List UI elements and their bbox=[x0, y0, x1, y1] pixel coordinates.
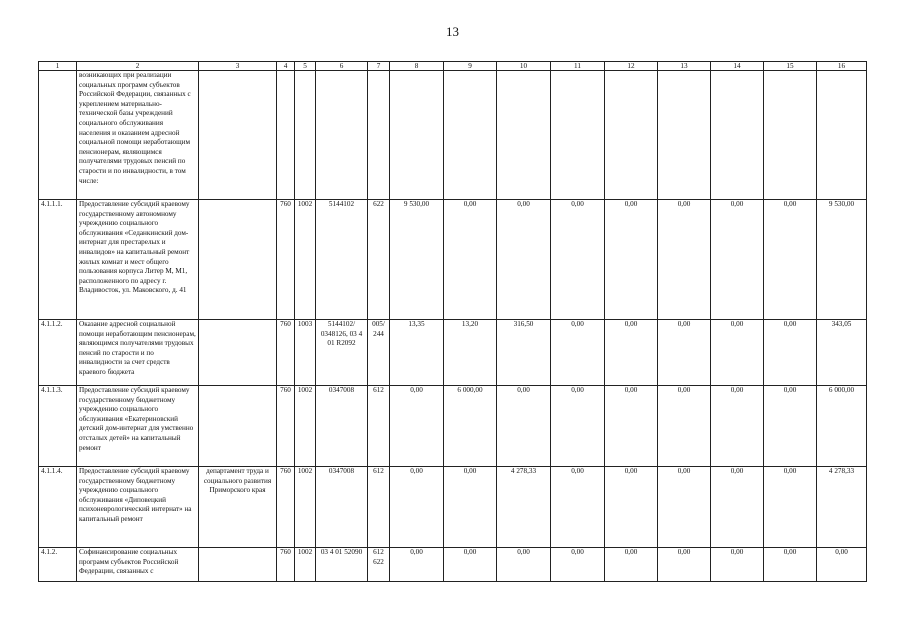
row-value-cell bbox=[444, 71, 497, 200]
row-code-cell: 760 bbox=[277, 200, 295, 320]
row-number-cell: 4.1.1.1. bbox=[39, 200, 77, 320]
page-number: 13 bbox=[446, 24, 459, 39]
row-code-cell: 0347008 bbox=[316, 386, 368, 467]
row-value-cell: 6 000,00 bbox=[817, 386, 867, 467]
row-value-cell: 0,00 bbox=[764, 548, 817, 582]
row-value-cell: 0,00 bbox=[390, 467, 444, 548]
row-executor-cell bbox=[199, 320, 277, 386]
row-value-cell bbox=[497, 71, 551, 200]
header-cell: 6 bbox=[316, 62, 368, 71]
row-value-cell: 0,00 bbox=[551, 467, 605, 548]
row-code-cell: 760 bbox=[277, 548, 295, 582]
row-value-cell bbox=[817, 71, 867, 200]
row-value-cell: 0,00 bbox=[711, 200, 764, 320]
header-cell: 1 bbox=[39, 62, 77, 71]
header-cell: 9 bbox=[444, 62, 497, 71]
row-value-cell bbox=[764, 71, 817, 200]
table-row bbox=[39, 467, 867, 548]
row-value-cell: 0,00 bbox=[605, 548, 658, 582]
row-value-cell: 343,05 bbox=[817, 320, 867, 386]
row-value-cell: 9 530,00 bbox=[817, 200, 867, 320]
table-row bbox=[39, 386, 867, 467]
header-cell: 5 bbox=[295, 62, 316, 71]
row-value-cell: 4 278,33 bbox=[497, 467, 551, 548]
row-value-cell: 0,00 bbox=[497, 386, 551, 467]
row-code-cell: 622 bbox=[368, 200, 390, 320]
row-value-cell: 0,00 bbox=[444, 467, 497, 548]
row-value-cell: 0,00 bbox=[711, 467, 764, 548]
row-value-cell: 0,00 bbox=[711, 386, 764, 467]
header-cell: 14 bbox=[711, 62, 764, 71]
row-number-cell: 4.1.2. bbox=[39, 548, 77, 582]
row-value-cell: 0,00 bbox=[444, 548, 497, 582]
header-cell: 13 bbox=[658, 62, 711, 71]
row-value-cell bbox=[390, 71, 444, 200]
row-number-cell: 4.1.1.3. bbox=[39, 386, 77, 467]
row-code-cell bbox=[316, 71, 368, 200]
row-description-cell: Предоставление субсидий краевому государственному бюджетному учреждению социального обслуживания «Екатериновский детский дом-интернат для умственно отсталых детей» на капитальный ремонт bbox=[77, 386, 199, 467]
header-cell: 15 bbox=[764, 62, 817, 71]
row-value-cell: 0,00 bbox=[658, 200, 711, 320]
row-value-cell: 0,00 bbox=[444, 200, 497, 320]
row-value-cell: 0,00 bbox=[551, 386, 605, 467]
row-code-cell: 0347008 bbox=[316, 467, 368, 548]
row-value-cell: 0,00 bbox=[658, 386, 711, 467]
row-value-cell: 0,00 bbox=[551, 200, 605, 320]
header-cell: 10 bbox=[497, 62, 551, 71]
row-value-cell: 6 000,00 bbox=[444, 386, 497, 467]
row-value-cell bbox=[711, 71, 764, 200]
row-value-cell bbox=[551, 71, 605, 200]
row-value-cell: 0,00 bbox=[605, 200, 658, 320]
row-value-cell: 0,00 bbox=[390, 386, 444, 467]
row-code-cell: 1002 bbox=[295, 548, 316, 582]
row-value-cell: 0,00 bbox=[605, 386, 658, 467]
row-code-cell: 005/ 244 bbox=[368, 320, 390, 386]
row-code-cell: 1002 bbox=[295, 200, 316, 320]
row-code-cell: 760 bbox=[277, 386, 295, 467]
row-code-cell bbox=[368, 71, 390, 200]
row-description-cell: возникающих при реализации социальных программ субъектов Российской Федерации, связанных с укреплением материально-технической базы учреждений социального обслуживания населения и оказанием адресной социальной помощи неработающим пенсионерам, являющимся получателями трудовых пенсий по старости и по инвалидности, в том числе: bbox=[77, 71, 199, 200]
header-cell: 4 bbox=[277, 62, 295, 71]
row-value-cell: 0,00 bbox=[711, 548, 764, 582]
row-value-cell: 0,00 bbox=[764, 467, 817, 548]
row-value-cell: 0,00 bbox=[658, 467, 711, 548]
row-value-cell: 0,00 bbox=[551, 548, 605, 582]
row-description-cell: Предоставление субсидий краевому государственному бюджетному учреждению социального обслуживания «Диповецкий психоневрологический интернат» на капитальный ремонт bbox=[77, 467, 199, 548]
row-executor-cell bbox=[199, 71, 277, 200]
row-value-cell: 0,00 bbox=[390, 548, 444, 582]
table-row bbox=[39, 548, 867, 582]
row-value-cell: 0,00 bbox=[605, 467, 658, 548]
table-row bbox=[39, 71, 867, 200]
row-description-cell: Предоставление субсидий краевому государственному автономному учреждению социального обслуживания «Седанкинский дом-интернат для престарелых и инвалидов» на капитальный ремонт жилых комнат и мест общего пользования корпуса Литер М, М1, расположенного по адресу г. Владивосток, ул. Маковского, д. 41 bbox=[77, 200, 199, 320]
row-code-cell: 612 bbox=[368, 386, 390, 467]
row-value-cell: 0,00 bbox=[764, 386, 817, 467]
header-cell: 11 bbox=[551, 62, 605, 71]
row-code-cell: 5144102/ 0348126, 03 4 01 R2092 bbox=[316, 320, 368, 386]
row-value-cell: 0,00 bbox=[711, 320, 764, 386]
row-value-cell: 0,00 bbox=[497, 548, 551, 582]
table-row bbox=[39, 200, 867, 320]
table-header-row bbox=[39, 62, 867, 71]
row-code-cell: 760 bbox=[277, 467, 295, 548]
row-value-cell bbox=[605, 71, 658, 200]
row-executor-cell bbox=[199, 386, 277, 467]
row-value-cell: 0,00 bbox=[658, 548, 711, 582]
budget-table bbox=[38, 61, 867, 582]
row-code-cell bbox=[277, 71, 295, 200]
row-executor-cell bbox=[199, 200, 277, 320]
row-code-cell: 612 622 bbox=[368, 548, 390, 582]
row-value-cell: 0,00 bbox=[497, 200, 551, 320]
row-code-cell: 5144102 bbox=[316, 200, 368, 320]
row-description-cell: Софинансирование социальных программ субъектов Российской Федерации, связанных с bbox=[77, 548, 199, 582]
row-value-cell: 9 530,00 bbox=[390, 200, 444, 320]
row-value-cell: 0,00 bbox=[551, 320, 605, 386]
header-cell: 12 bbox=[605, 62, 658, 71]
row-code-cell bbox=[295, 71, 316, 200]
row-description-cell: Оказание адресной социальной помощи неработающим пенсионерам, являющимся получателями трудовых пенсий по старости и по инвалидности за счет средств краевого бюджета bbox=[77, 320, 199, 386]
row-number-cell: 4.1.1.4. bbox=[39, 467, 77, 548]
row-code-cell: 760 bbox=[277, 320, 295, 386]
row-code-cell: 03 4 01 52090 bbox=[316, 548, 368, 582]
table-row bbox=[39, 320, 867, 386]
row-value-cell: 13,20 bbox=[444, 320, 497, 386]
row-number-cell bbox=[39, 71, 77, 200]
header-cell: 3 bbox=[199, 62, 277, 71]
row-code-cell: 1002 bbox=[295, 467, 316, 548]
header-cell: 2 bbox=[77, 62, 199, 71]
row-value-cell: 0,00 bbox=[658, 320, 711, 386]
row-value-cell: 13,35 bbox=[390, 320, 444, 386]
row-value-cell: 316,50 bbox=[497, 320, 551, 386]
row-value-cell: 0,00 bbox=[817, 548, 867, 582]
row-code-cell: 612 bbox=[368, 467, 390, 548]
row-value-cell: 0,00 bbox=[764, 320, 817, 386]
row-code-cell: 1002 bbox=[295, 386, 316, 467]
row-value-cell: 0,00 bbox=[605, 320, 658, 386]
row-value-cell: 4 278,33 bbox=[817, 467, 867, 548]
table-body bbox=[39, 71, 867, 582]
row-code-cell: 1003 bbox=[295, 320, 316, 386]
header-cell: 8 bbox=[390, 62, 444, 71]
row-value-cell bbox=[658, 71, 711, 200]
row-value-cell: 0,00 bbox=[764, 200, 817, 320]
header-cell: 7 bbox=[368, 62, 390, 71]
row-number-cell: 4.1.1.2. bbox=[39, 320, 77, 386]
row-executor-cell bbox=[199, 548, 277, 582]
row-executor-cell: департамент труда и социального развития Приморского края bbox=[199, 467, 277, 548]
header-cell: 16 bbox=[817, 62, 867, 71]
